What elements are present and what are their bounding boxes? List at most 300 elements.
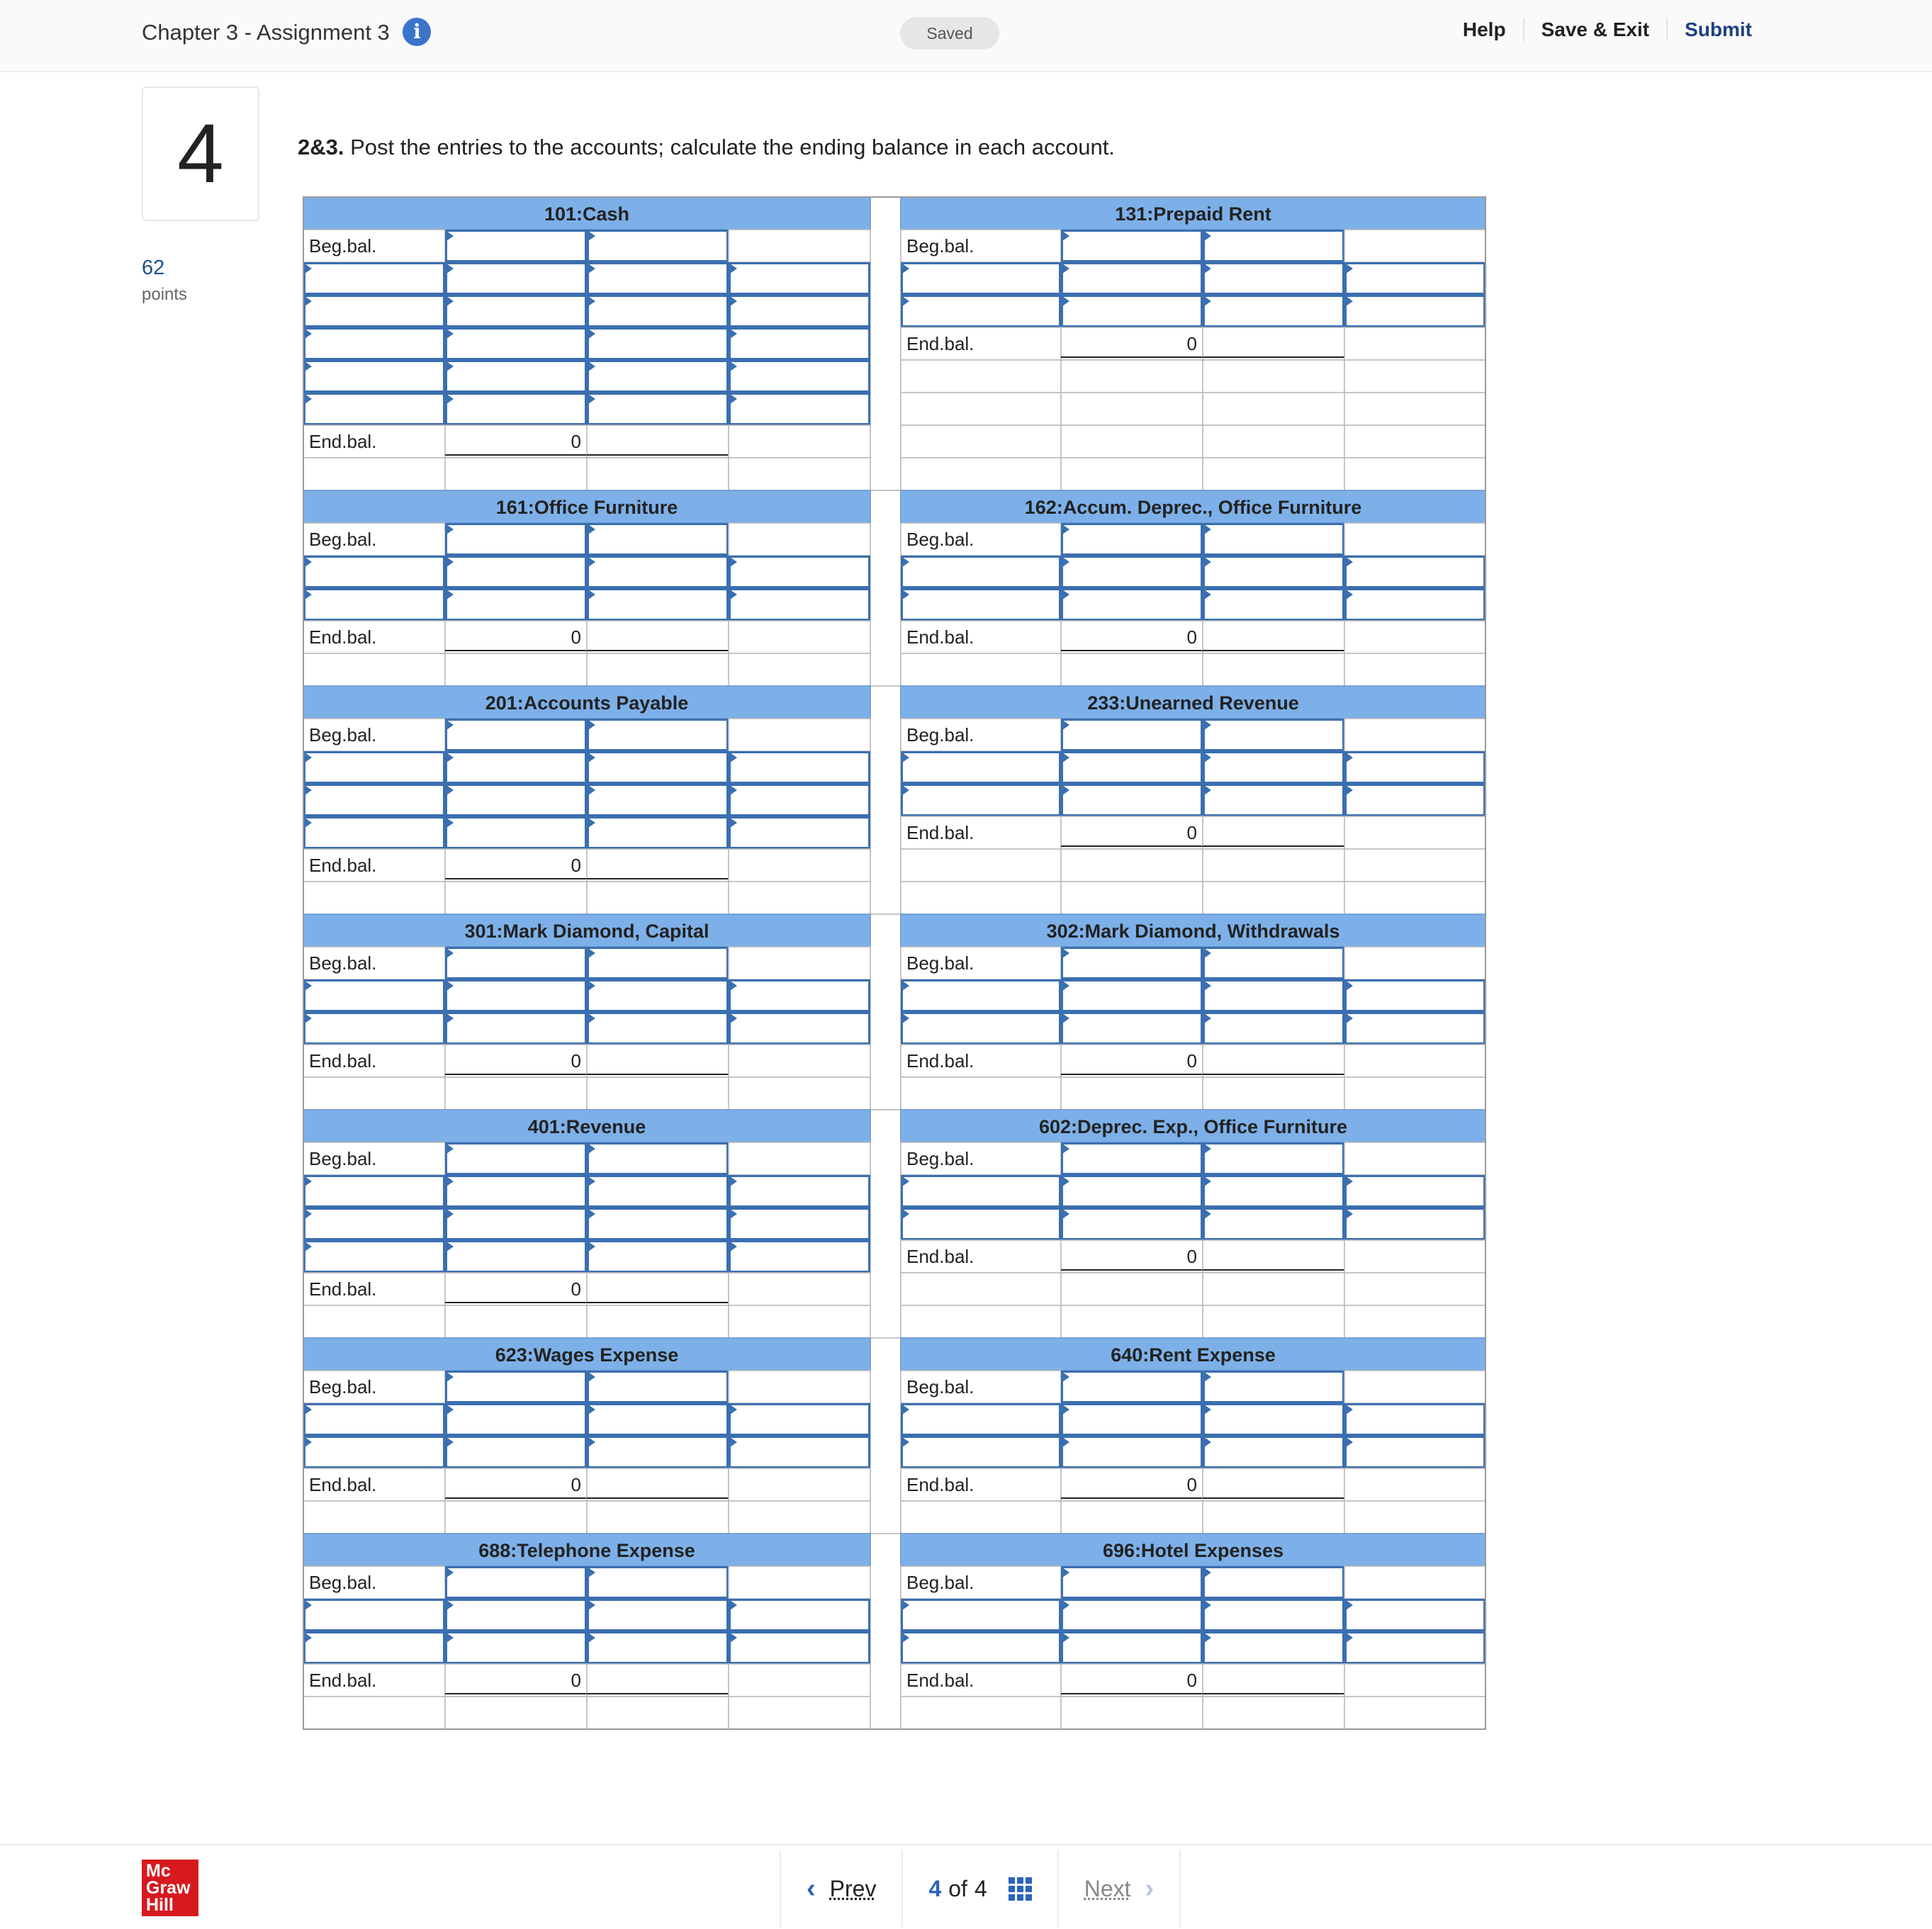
entry-input[interactable] [1204, 981, 1344, 1011]
entry-input[interactable] [1204, 264, 1344, 294]
total-pages: 4 [974, 1875, 987, 1901]
entry-input[interactable] [1346, 1600, 1485, 1631]
blank-cell [303, 1501, 445, 1534]
blank-cell [901, 882, 1061, 914]
entry-input[interactable] [1204, 1176, 1344, 1207]
entry-input[interactable] [588, 557, 728, 587]
end-bal-value: 0 [571, 1474, 581, 1495]
entry-input[interactable] [305, 785, 444, 816]
entry-input[interactable] [902, 296, 1060, 327]
entry-input[interactable] [730, 1176, 870, 1207]
blank-cell [901, 393, 1061, 425]
entry-input[interactable] [902, 264, 1060, 294]
beg-bal-credit-input[interactable] [1204, 524, 1344, 555]
entry-input[interactable] [730, 361, 870, 392]
end-bal-blank-cell [729, 1664, 870, 1697]
instruction-part-label: 2&3. [298, 135, 344, 159]
entry-input[interactable] [1062, 753, 1202, 783]
beg-bal-debit-input[interactable] [1062, 524, 1202, 555]
beg-bal-credit-input[interactable] [588, 1568, 728, 1598]
end-bal-blank-cell [1203, 327, 1344, 360]
blank-cell [901, 425, 1061, 458]
blank-cell [303, 1305, 445, 1338]
entry-input[interactable] [305, 1209, 444, 1239]
end-bal-value: 0 [571, 855, 581, 876]
points-label: points [142, 285, 188, 304]
beg-bal-debit-input[interactable] [447, 524, 586, 555]
end-bal-blank-cell [1203, 1045, 1344, 1077]
blank-cell [1203, 458, 1344, 490]
end-bal-blank-cell [1344, 1045, 1485, 1077]
beg-bal-credit-input[interactable] [1204, 948, 1344, 979]
blank-cell [587, 1697, 729, 1729]
entry-input[interactable] [305, 1176, 444, 1207]
beg-bal-debit-input[interactable] [1062, 1144, 1202, 1174]
beg-bal-label: Beg.bal. [309, 952, 377, 974]
beg-bal-label: Beg.bal. [309, 724, 377, 746]
beg-bal-debit-input[interactable] [1062, 948, 1202, 979]
end-bal-blank-cell [587, 1045, 729, 1077]
logo-line-2: Graw [146, 1878, 191, 1898]
entry-input[interactable] [730, 1437, 870, 1468]
entry-input[interactable] [305, 557, 444, 587]
entry-input[interactable] [1346, 753, 1485, 783]
account-title: 623:Wages Expense [495, 1344, 679, 1366]
entry-input[interactable] [730, 296, 870, 327]
entry-input[interactable] [730, 1633, 870, 1663]
entry-input[interactable] [305, 264, 444, 294]
entry-input[interactable] [1346, 557, 1485, 587]
entry-input[interactable] [588, 1437, 728, 1468]
beg-bal-debit-input[interactable] [447, 720, 586, 750]
blank-cell [1344, 1697, 1485, 1729]
blank-cell [1203, 653, 1344, 686]
blank-cell [1344, 458, 1485, 490]
entry-input[interactable] [1346, 1209, 1485, 1239]
account-title: 161:Office Furniture [495, 497, 678, 518]
blank-cell [901, 1697, 1061, 1729]
assignment-title-text: Chapter 3 - Assignment 3 [142, 20, 390, 45]
blank-cell [1344, 393, 1485, 425]
blank-cell [1344, 1273, 1485, 1305]
end-bal-value: 0 [1186, 822, 1197, 843]
blank-cell [901, 1305, 1061, 1338]
entry-input[interactable] [588, 590, 728, 620]
end-bal-blank-cell [1203, 1468, 1344, 1501]
entry-input[interactable] [588, 361, 728, 392]
entry-input[interactable] [588, 329, 728, 359]
blank-cell [587, 1077, 729, 1110]
entry-input[interactable] [305, 361, 444, 392]
beg-bal-label: Beg.bal. [906, 1148, 975, 1169]
entry-input[interactable] [1062, 557, 1202, 587]
end-bal-value-cell [445, 1045, 587, 1077]
entry-input[interactable] [1062, 590, 1202, 620]
entry-input[interactable] [588, 818, 728, 848]
beg-bal-credit-input[interactable] [1204, 1144, 1344, 1174]
entry-input[interactable] [305, 818, 444, 848]
end-bal-blank-cell [587, 1664, 729, 1697]
end-bal-value-cell [1061, 1468, 1203, 1501]
beg-bal-label: Beg.bal. [309, 1148, 377, 1169]
blank-cell [1344, 1501, 1485, 1534]
blank-cell [303, 1697, 445, 1729]
entry-input[interactable] [447, 1176, 586, 1207]
entry-input[interactable] [447, 1242, 586, 1272]
end-bal-blank-cell [1344, 621, 1485, 653]
beg-bal-credit-input[interactable] [1204, 1568, 1344, 1598]
account-title: 401:Revenue [527, 1116, 646, 1137]
entry-input[interactable] [1346, 296, 1485, 327]
end-bal-value-cell [445, 1273, 587, 1305]
blank-cell [303, 1077, 445, 1110]
entry-input[interactable] [730, 329, 870, 359]
blank-cell [587, 458, 729, 490]
blank-cell [1061, 458, 1203, 490]
blank-cell [1203, 849, 1344, 882]
entry-input[interactable] [730, 981, 870, 1011]
beg-bal-credit-input[interactable] [588, 1372, 728, 1402]
info-icon[interactable]: i [403, 18, 431, 46]
entry-input[interactable] [1346, 1633, 1485, 1663]
beg-bal-debit-input[interactable] [447, 231, 586, 261]
entry-input[interactable] [305, 981, 444, 1011]
beg-bal-debit-input[interactable] [1062, 231, 1202, 261]
entry-input[interactable] [305, 1437, 444, 1468]
entry-input[interactable] [902, 1437, 1060, 1468]
entry-input[interactable] [1062, 1405, 1202, 1435]
end-bal-label: End.bal. [906, 822, 975, 843]
blank-cell [1061, 1697, 1203, 1729]
beg-bal-label: Beg.bal. [309, 235, 377, 257]
end-bal-label: End.bal. [309, 431, 377, 452]
entry-input[interactable] [1062, 1013, 1202, 1044]
entry-input[interactable] [588, 296, 728, 327]
end-bal-blank-cell [587, 1468, 729, 1501]
gap-column [870, 1110, 901, 1338]
question-map-button[interactable] [902, 1850, 1057, 1928]
end-bal-value-cell [1061, 1664, 1203, 1697]
entry-input[interactable] [588, 753, 728, 783]
entry-input[interactable] [1346, 981, 1485, 1011]
account-title: 301:Mark Diamond, Capital [464, 921, 709, 942]
blank-cell [1061, 849, 1203, 882]
blank-cell [729, 1305, 870, 1338]
blank-cell [1203, 1273, 1344, 1305]
entry-input[interactable] [1204, 1013, 1344, 1044]
blank-cell [1203, 425, 1344, 458]
end-bal-label: End.bal. [309, 1278, 377, 1300]
account-title: 696:Hotel Expenses [1102, 1540, 1284, 1561]
beg-bal-label: Beg.bal. [906, 1572, 975, 1593]
end-bal-blank-cell [729, 425, 870, 458]
entry-input[interactable] [447, 296, 586, 327]
end-bal-value-cell [1061, 816, 1203, 849]
beg-bal-credit-input[interactable] [588, 231, 728, 261]
blank-cell [587, 1305, 729, 1338]
end-bal-label: End.bal. [309, 855, 377, 876]
beg-bal-debit-input[interactable] [447, 1144, 586, 1174]
entry-input[interactable] [588, 264, 728, 294]
help-button[interactable]: Help [1462, 18, 1506, 40]
blank-cell [729, 882, 870, 914]
entry-input[interactable] [902, 1600, 1060, 1631]
account-title: 233:Unearned Revenue [1087, 692, 1299, 714]
entry-input[interactable] [1204, 1633, 1344, 1663]
end-bal-value: 0 [571, 1670, 581, 1691]
entry-input[interactable] [447, 1437, 586, 1468]
beg-bal-credit-input[interactable] [588, 720, 728, 750]
entry-input[interactable] [1346, 264, 1485, 294]
blank-cell [901, 1501, 1061, 1534]
next-label: Next [1084, 1875, 1131, 1901]
end-bal-blank-cell [1344, 1468, 1485, 1501]
beg-bal-credit-input[interactable] [588, 524, 728, 555]
entry-input[interactable] [305, 590, 444, 620]
entry-input[interactable] [1346, 1405, 1485, 1435]
blank-cell [1344, 653, 1485, 686]
entry-input[interactable] [730, 1405, 870, 1435]
question-pager [780, 1850, 1181, 1928]
chevron-left-icon: ‹ [807, 1873, 816, 1903]
entry-input[interactable] [1204, 590, 1344, 620]
entry-input[interactable] [1062, 1600, 1202, 1631]
end-bal-value: 0 [571, 431, 581, 452]
entry-input[interactable] [447, 1013, 586, 1044]
entry-input[interactable] [305, 296, 444, 327]
entry-input[interactable] [447, 557, 586, 587]
blank-cell [445, 1305, 587, 1338]
beg-bal-blank-cell [729, 523, 870, 556]
gap-column [870, 1338, 901, 1534]
prev-button[interactable] [780, 1850, 902, 1928]
blank-cell [1061, 425, 1203, 458]
blank-cell [1061, 393, 1203, 425]
entry-input[interactable] [1204, 296, 1344, 327]
entry-input[interactable] [305, 753, 444, 783]
beg-bal-credit-input[interactable] [1204, 1372, 1344, 1402]
beg-bal-credit-input[interactable] [1204, 720, 1344, 750]
end-bal-blank-cell [587, 1273, 729, 1305]
end-bal-value-cell [1061, 327, 1203, 360]
chevron-right-icon: › [1145, 1873, 1155, 1903]
entry-input[interactable] [447, 818, 586, 848]
entry-input[interactable] [1062, 785, 1202, 816]
entry-input[interactable] [1346, 590, 1485, 620]
blank-cell [729, 458, 870, 490]
entry-input[interactable] [730, 394, 870, 424]
entry-input[interactable] [1062, 264, 1202, 294]
entry-input[interactable] [447, 1633, 586, 1663]
entry-input[interactable] [588, 1013, 728, 1044]
beg-bal-debit-input[interactable] [447, 1372, 586, 1402]
entry-input[interactable] [730, 264, 870, 294]
end-bal-label: End.bal. [906, 333, 975, 354]
account-title: 131:Prepaid Rent [1115, 203, 1271, 225]
end-bal-blank-cell [587, 621, 729, 653]
entry-input[interactable] [1346, 1013, 1485, 1044]
entry-input[interactable] [588, 394, 728, 424]
submit-button[interactable]: Submit [1666, 18, 1769, 41]
entry-input[interactable] [902, 753, 1060, 783]
entry-input[interactable] [902, 557, 1060, 587]
entry-input[interactable] [305, 1013, 444, 1044]
end-bal-label: End.bal. [906, 626, 975, 648]
entry-input[interactable] [1346, 1176, 1485, 1207]
entry-input[interactable] [305, 1633, 444, 1663]
beg-bal-credit-input[interactable] [1204, 231, 1344, 261]
entry-input[interactable] [1346, 785, 1485, 816]
beg-bal-debit-input[interactable] [1062, 1568, 1202, 1598]
entry-input[interactable] [305, 1600, 444, 1631]
entry-input[interactable] [588, 1405, 728, 1435]
entry-input[interactable] [1062, 981, 1202, 1011]
entry-input[interactable] [730, 590, 870, 620]
end-bal-blank-cell [1203, 816, 1344, 849]
page-of-label: of [948, 1875, 967, 1901]
account-title: 302:Mark Diamond, Withdrawals [1046, 921, 1340, 942]
entry-input[interactable] [1062, 296, 1202, 327]
entry-input[interactable] [1062, 1176, 1202, 1207]
beg-bal-label: Beg.bal. [309, 529, 377, 550]
entry-input[interactable] [588, 1242, 728, 1272]
entry-input[interactable] [447, 394, 586, 424]
blank-cell [445, 1077, 587, 1110]
entry-input[interactable] [588, 785, 728, 816]
gap-column [870, 197, 901, 490]
entry-input[interactable] [1204, 1600, 1344, 1631]
entry-input[interactable] [730, 818, 870, 848]
end-bal-blank-cell [1203, 1240, 1344, 1273]
beg-bal-credit-input[interactable] [588, 1144, 728, 1174]
beg-bal-blank-cell [729, 1142, 870, 1175]
end-bal-label: End.bal. [906, 1246, 975, 1267]
beg-bal-credit-input[interactable] [588, 948, 728, 979]
entry-input[interactable] [730, 1209, 870, 1239]
entry-input[interactable] [305, 329, 444, 359]
beg-bal-debit-input[interactable] [1062, 1372, 1202, 1402]
end-bal-value-cell [445, 621, 587, 653]
entry-input[interactable] [1062, 1633, 1202, 1663]
entry-input[interactable] [447, 753, 586, 783]
entry-input[interactable] [588, 1633, 728, 1663]
entry-input[interactable] [447, 1405, 586, 1435]
end-bal-value: 0 [1186, 626, 1197, 648]
beg-bal-label: Beg.bal. [309, 1376, 377, 1397]
end-bal-value-cell [445, 1664, 587, 1697]
beg-bal-label: Beg.bal. [906, 1376, 975, 1397]
end-bal-blank-cell [587, 849, 729, 882]
beg-bal-debit-input[interactable] [447, 1568, 586, 1598]
blank-cell [901, 1077, 1061, 1110]
entry-input[interactable] [1204, 1405, 1344, 1435]
logo-line-3: Hill [146, 1895, 174, 1915]
account-title: 201:Accounts Payable [485, 692, 689, 714]
entry-input[interactable] [902, 1209, 1060, 1239]
entry-input[interactable] [588, 1600, 728, 1631]
blank-cell [901, 1273, 1061, 1305]
end-bal-label: End.bal. [309, 1670, 377, 1691]
entry-input[interactable] [902, 1633, 1060, 1663]
entry-input[interactable] [730, 785, 870, 816]
blank-cell [901, 360, 1061, 393]
end-bal-blank-cell [729, 1468, 870, 1501]
entry-input[interactable] [588, 981, 728, 1011]
save-exit-button[interactable]: Save & Exit [1523, 18, 1667, 41]
entry-input[interactable] [588, 1209, 728, 1239]
end-bal-blank-cell [729, 1045, 870, 1077]
entry-input[interactable] [447, 785, 586, 816]
beg-bal-debit-input[interactable] [447, 948, 586, 979]
entry-input[interactable] [730, 1013, 870, 1044]
beg-bal-debit-input[interactable] [1062, 720, 1202, 750]
blank-cell [587, 653, 729, 686]
blank-cell [901, 849, 1061, 882]
entry-input[interactable] [447, 329, 586, 359]
grid-icon [1009, 1877, 1032, 1901]
end-bal-label: End.bal. [906, 1474, 975, 1495]
blank-cell [1061, 1305, 1203, 1338]
end-bal-blank-cell [587, 425, 729, 458]
end-bal-value: 0 [571, 1278, 581, 1300]
end-bal-blank-cell [1203, 621, 1344, 653]
entry-input[interactable] [902, 981, 1060, 1011]
entry-input[interactable] [1204, 557, 1344, 587]
entry-input[interactable] [447, 1600, 586, 1631]
entry-input[interactable] [1204, 785, 1344, 816]
entry-input[interactable] [1204, 1209, 1344, 1239]
entry-input[interactable] [588, 1176, 728, 1207]
entry-input[interactable] [447, 1209, 586, 1239]
entry-input[interactable] [305, 1242, 444, 1272]
entry-input[interactable] [1204, 753, 1344, 783]
blank-cell [729, 1501, 870, 1534]
next-button[interactable] [1057, 1850, 1181, 1928]
blank-cell [1203, 1501, 1344, 1534]
entry-input[interactable] [305, 394, 444, 424]
entry-input[interactable] [447, 264, 586, 294]
blank-cell [1203, 393, 1344, 425]
entry-input[interactable] [902, 1405, 1060, 1435]
entry-input[interactable] [730, 753, 870, 783]
entry-input[interactable] [902, 785, 1060, 816]
gap-column [870, 490, 901, 686]
entry-input[interactable] [1346, 1437, 1485, 1468]
entry-input[interactable] [1062, 1437, 1202, 1468]
blank-cell [1061, 1501, 1203, 1534]
entry-input[interactable] [447, 361, 586, 392]
entry-input[interactable] [447, 981, 586, 1011]
entry-input[interactable] [730, 1600, 870, 1631]
end-bal-blank-cell [729, 1273, 870, 1305]
entry-input[interactable] [1204, 1437, 1344, 1468]
entry-input[interactable] [730, 1242, 870, 1272]
blank-cell [1344, 1305, 1485, 1338]
entry-input[interactable] [902, 590, 1060, 620]
entry-input[interactable] [730, 557, 870, 587]
entry-input[interactable] [447, 590, 586, 620]
entry-input[interactable] [902, 1176, 1060, 1207]
entry-input[interactable] [305, 1405, 444, 1435]
entry-input[interactable] [1062, 1209, 1202, 1239]
beg-bal-label: Beg.bal. [309, 1572, 377, 1593]
end-bal-blank-cell [729, 849, 870, 882]
end-bal-blank-cell [1344, 1240, 1485, 1273]
prev-label: Prev [829, 1875, 877, 1901]
blank-cell [445, 1697, 587, 1729]
entry-input[interactable] [902, 1013, 1060, 1044]
blank-cell [303, 458, 445, 490]
